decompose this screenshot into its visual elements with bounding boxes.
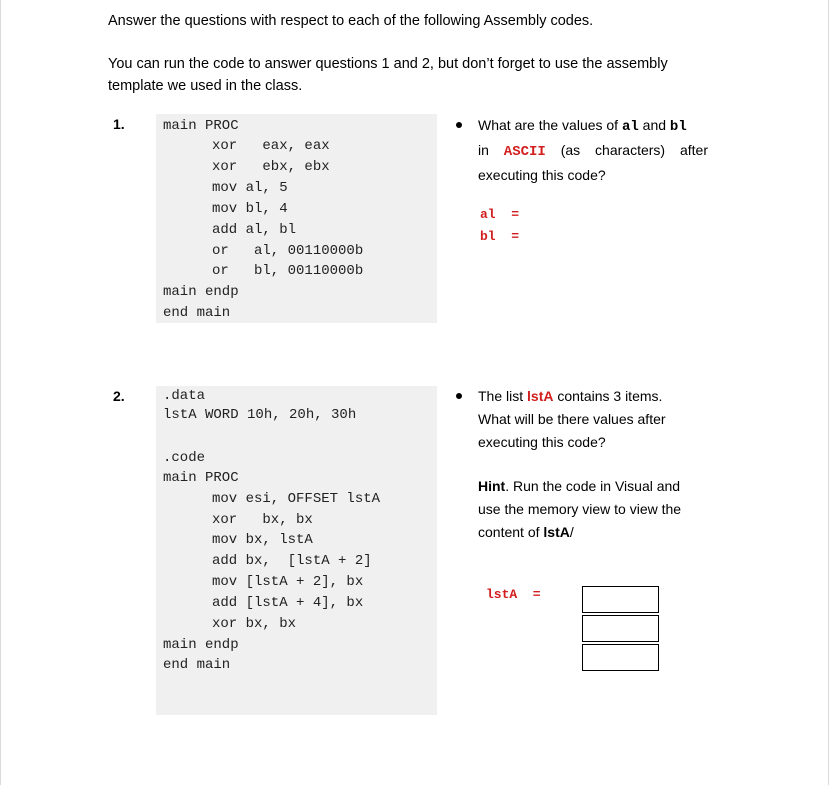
- answer-bl: bl =: [480, 229, 520, 244]
- code-line: xor bx, bx: [212, 616, 297, 632]
- code-line: end main: [163, 305, 231, 321]
- code-line: main endp: [163, 284, 239, 300]
- question-2-code-block: [156, 386, 437, 715]
- question-1-number: 1.: [113, 116, 125, 132]
- ascii-keyword: ASCII: [503, 144, 546, 160]
- answer-cell-2[interactable]: [582, 615, 659, 642]
- prompt-text: What are the values of: [478, 117, 622, 133]
- intro-line-2: You can run the code to answer questions 1 and 2, but don’t forget to use the assembly template we used in the class.: [108, 56, 668, 94]
- answer-cell-1[interactable]: [582, 586, 659, 613]
- code-line: lstA WORD 10h, 20h, 30h: [163, 407, 357, 423]
- code-line: or bl, 00110000b: [212, 263, 364, 279]
- register-bl: bl: [669, 119, 687, 135]
- code-line: xor ebx, ebx: [212, 159, 330, 175]
- question-2-number: 2.: [113, 388, 125, 404]
- answer-cell-3[interactable]: [582, 644, 659, 671]
- answer-al: al =: [480, 207, 520, 222]
- code-line: xor bx, bx: [212, 512, 313, 528]
- bullet-icon: [456, 393, 462, 399]
- code-line: mov esi, OFFSET lstA: [212, 491, 381, 507]
- code-line: add bx, [lstA + 2]: [212, 553, 372, 569]
- code-line: end main: [163, 657, 231, 673]
- code-line: xor eax, eax: [212, 138, 330, 154]
- answer-lsta-label: lstA =: [486, 587, 541, 602]
- hint-text: /: [569, 524, 574, 540]
- code-line: main endp: [163, 637, 239, 653]
- code-line: add al, bl: [212, 222, 297, 238]
- hint-text: . Run the code in Visual and use the memory view to view the content of: [478, 478, 682, 540]
- question-1-code-block: [156, 114, 437, 323]
- bullet-icon: [456, 122, 462, 128]
- list-name: lstA: [527, 388, 554, 404]
- code-line: mov al, 5: [212, 180, 288, 196]
- code-line: main PROC: [163, 118, 239, 134]
- code-line: main PROC: [163, 470, 239, 486]
- code-line: mov [lstA + 2], bx: [212, 574, 364, 590]
- code-line: mov bx, lstA: [212, 532, 313, 548]
- code-line: .data: [163, 388, 206, 404]
- hint-list-name: lstA: [543, 524, 570, 540]
- register-al: al: [621, 119, 639, 135]
- code-line: mov bl, 4: [212, 201, 288, 217]
- code-line: add [lstA + 4], bx: [212, 595, 364, 611]
- prompt-text: contains 3 items. What will be there values after executing this code?: [478, 388, 666, 450]
- intro-line-1: Answer the questions with respect to each of the following Assembly codes.: [108, 13, 594, 29]
- prompt-text: The list: [478, 388, 528, 404]
- code-line: or al, 00110000b: [212, 243, 364, 259]
- prompt-text: (as characters) after executing this code?: [478, 142, 708, 183]
- code-line: .code: [163, 450, 206, 466]
- prompt-text: and: [638, 117, 670, 133]
- prompt-text: in: [478, 142, 504, 158]
- hint-label: Hint: [478, 478, 506, 494]
